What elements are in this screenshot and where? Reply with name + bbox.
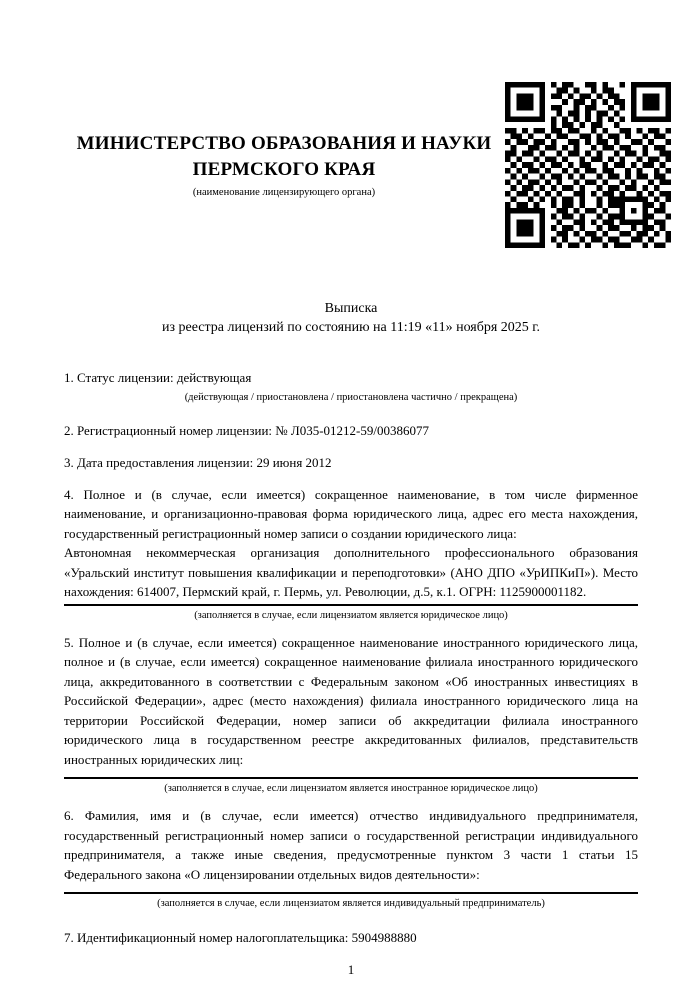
registration-number: 2. Регистрационный номер лицензии: № Л035-01212-59/00386077	[64, 422, 430, 438]
foreign-entity-description: 5. Полное и (в случае, если имеется) сокращенное наименование иностранного юридического лица, полное и (в случае, если имеется) сокращенное наименование филиала иностранного юридического лица, аккредитованного в соответствии с Федеральным законом «Об иностранных инвестициях в Российской Федерации», адрес (место нахождения) филиала иностранного юридического лица на территории Российской Федерации, номер записи об аккредитации филиала иностранного юридического лица в государственном реестре аккредитованных филиалов, представительств иностранных юридических лиц:	[64, 634, 638, 767]
taxpayer-number: 7. Идентификационный номер налогоплательщика: 5904988880	[64, 930, 417, 945]
legal-entity-value: Автономная некоммерческая организация дополнительного профессионального образования «Уральский институт повышения квалификации и переподготовки» (АНО ДПО «УрИПКиП»). Место нахождения: 614007, Пермский край, г. Пермь, ул. Революции, д.5, к.1. ОГРН: 1125900001182.	[64, 545, 638, 599]
license-status-note: (действующая / приостановлена / приостановлена частично / прекращена)	[184, 391, 518, 403]
license-status: 1. Статус лицензии: действующая	[64, 370, 252, 385]
entrepreneur-note: (заполняется в случае, если лицензиатом является индивидуальный предприниматель)	[157, 898, 545, 909]
doc-title-word: Выписка	[324, 301, 378, 316]
grant-date: 3. Дата предоставления лицензии: 29 июня 2012	[64, 455, 332, 470]
entrepreneur-description: 6. Фамилия, имя и (в случае, если имеется) отчество индивидуального предпринимателя, государственный регистрационный номер записи о государственной регистрации индивидуального предпринимателя, а также иные сведения, предусмотренные пунктом 3 части 1 статьи 15 Федерального закона «О лицензировании отдельных видов деятельности»:	[64, 808, 638, 882]
legal-entity-note: (заполняется в случае, если лицензиатом является юридическое лицо)	[194, 609, 508, 621]
entrepreneur-section	[64, 806, 638, 911]
ministry-name-line1: МИНИСТЕРСТВО ОБРАЗОВАНИЯ И НАУКИ	[76, 133, 492, 154]
ministry-name-line2: ПЕРМСКОГО КРАЯ	[192, 159, 376, 180]
legal-entity-description: 4. Полное и (в случае, если имеется) сокращенное наименование, в том числе фирменное наименование, и организационно-правовая форма юридического лица, адрес его места нахождения, государственный регистрационный номер записи о создании юридического лица:	[64, 486, 638, 541]
foreign-entity-section	[64, 633, 638, 797]
legal-entity-divider	[64, 604, 638, 606]
legal-entity-section	[64, 485, 638, 623]
foreign-entity-note: (заполняется в случае, если лицензиатом является иностранное юридическое лицо)	[164, 783, 538, 794]
doc-title-date-line: из реестра лицензий по состоянию на 11:19 «11» ноября 2025 г.	[162, 320, 540, 335]
document-content	[64, 0, 638, 978]
entrepreneur-divider	[64, 892, 638, 894]
doc-title	[64, 299, 638, 337]
ministry-name	[64, 131, 504, 183]
ministry-caption: (наименование лицензирующего органа)	[192, 187, 376, 198]
foreign-entity-divider	[64, 777, 638, 779]
page-number: 1	[347, 961, 355, 977]
